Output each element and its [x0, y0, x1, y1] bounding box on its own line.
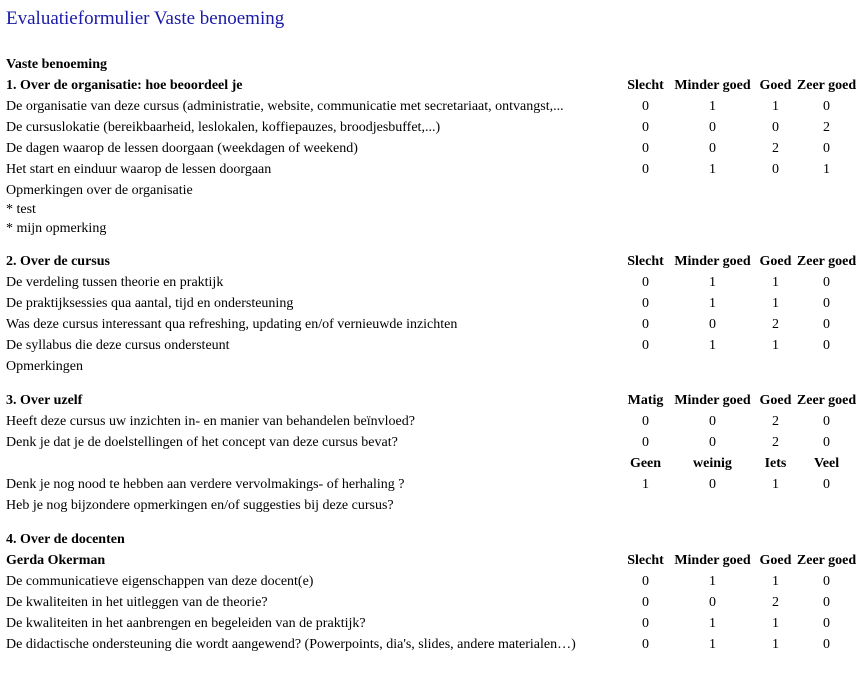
- closing-question: Heb je nog bijzondere opmerkingen en/of suggesties bij deze cursus?: [6, 498, 394, 513]
- page-title: Evaluatieformulier Vaste benoeming: [6, 8, 285, 29]
- remarks-row: [6, 180, 859, 238]
- remarks-row: [6, 356, 859, 377]
- count-cell: 1: [772, 338, 779, 353]
- count-cell: 2: [823, 120, 831, 135]
- header-zeer-goed: Zeer goed: [796, 254, 857, 269]
- count-cell: 2: [772, 317, 779, 332]
- question: De verdeling tussen theorie en praktijk: [6, 275, 224, 290]
- remark-item: * mijn opmerking: [6, 221, 107, 236]
- count-cell: 0: [823, 477, 831, 492]
- count-cell: 0: [823, 637, 831, 652]
- table-row: [6, 432, 859, 453]
- count-cell: 0: [772, 162, 779, 177]
- header-zeer-goed: Zeer goed: [796, 393, 857, 408]
- count-cell: 0: [709, 120, 716, 135]
- count-cell: 0: [642, 162, 649, 177]
- header-matig: Matig: [627, 393, 664, 408]
- form-name: Vaste benoeming: [6, 57, 107, 72]
- section2-title: 2. Over de cursus: [6, 254, 110, 269]
- count-cell: 1: [772, 477, 779, 492]
- question: Denk je dat je de doelstellingen of het concept van deze cursus bevat?: [6, 435, 398, 450]
- section3-title: 3. Over uzelf: [6, 393, 83, 408]
- table-row: [6, 335, 859, 356]
- count-cell: 0: [823, 296, 831, 311]
- count-cell: 0: [709, 141, 716, 156]
- table-row: [6, 474, 859, 495]
- remarks-label: Opmerkingen over de organisatie: [6, 183, 193, 198]
- count-cell: 0: [823, 338, 831, 353]
- question: De dagen waarop de lessen doorgaan (weekdagen of weekend): [6, 141, 358, 156]
- count-cell: 0: [709, 317, 716, 332]
- count-cell: 0: [642, 141, 649, 156]
- header-slecht: Slecht: [627, 553, 664, 568]
- count-cell: 1: [772, 296, 779, 311]
- header-zeer-goed: Zeer goed: [796, 78, 857, 93]
- closing-question-row: [6, 495, 859, 516]
- count-cell: 1: [709, 296, 716, 311]
- count-cell: 1: [709, 574, 716, 589]
- header-geen: Geen: [629, 456, 662, 471]
- count-cell: 0: [709, 435, 716, 450]
- count-cell: 0: [642, 99, 649, 114]
- question: De didactische ondersteuning die wordt aangewend? (Powerpoints, dia's, slides, andere materialen…): [6, 637, 576, 652]
- question: De praktijksessies qua aantal, tijd en ondersteuning: [6, 296, 294, 311]
- count-cell: 2: [772, 141, 779, 156]
- count-cell: 0: [709, 477, 716, 492]
- count-cell: 0: [642, 574, 649, 589]
- count-cell: 1: [772, 99, 779, 114]
- question: Denk je nog nood te hebben aan verdere vervolmakings- of herhaling ?: [6, 477, 405, 492]
- section3-header-row: [6, 390, 859, 411]
- count-cell: 1: [772, 574, 779, 589]
- count-cell: 0: [709, 595, 716, 610]
- count-cell: 0: [642, 338, 649, 353]
- section4-title: 4. Over de docenten: [6, 532, 125, 547]
- count-cell: 2: [772, 414, 779, 429]
- count-cell: 0: [823, 275, 831, 290]
- teacher-name: Gerda Okerman: [6, 553, 106, 568]
- remarks-label: Opmerkingen: [6, 359, 83, 374]
- header-minder-goed: Minder goed: [674, 254, 751, 269]
- spacer: [6, 238, 859, 251]
- header-zeer-goed: Zeer goed: [796, 553, 857, 568]
- section2-header-row: [6, 251, 859, 272]
- count-cell: 1: [709, 99, 716, 114]
- table-row: [6, 272, 859, 293]
- count-cell: 2: [772, 595, 779, 610]
- section1-title: 1. Over de organisatie: hoe beoordeel je: [6, 78, 243, 93]
- count-cell: 0: [823, 414, 831, 429]
- count-cell: 0: [823, 317, 831, 332]
- header-minder-goed: Minder goed: [674, 393, 751, 408]
- count-cell: 0: [772, 120, 779, 135]
- header-slecht: Slecht: [627, 78, 664, 93]
- table-row: [6, 634, 859, 655]
- question: De cursuslokatie (bereikbaarheid, leslokalen, koffiepauzes, broodjesbuffet,...): [6, 120, 441, 135]
- question: De organisatie van deze cursus (administratie, website, communicatie met secretariaat, ontvangst,...: [6, 99, 564, 114]
- question: De communicatieve eigenschappen van deze docent(e): [6, 574, 314, 589]
- count-cell: 0: [642, 317, 649, 332]
- count-cell: 1: [709, 637, 716, 652]
- count-cell: 0: [642, 275, 649, 290]
- count-cell: 1: [709, 162, 716, 177]
- header-goed: Goed: [759, 553, 792, 568]
- table-row: [6, 411, 859, 432]
- count-cell: 0: [642, 296, 649, 311]
- header-goed: Goed: [759, 254, 792, 269]
- count-cell: 0: [823, 435, 831, 450]
- table-row: [6, 314, 859, 335]
- count-cell: 1: [642, 477, 649, 492]
- question: Was deze cursus interessant qua refreshing, updating en/of vernieuwde inzichten: [6, 317, 458, 332]
- count-cell: 0: [709, 414, 716, 429]
- count-cell: 1: [772, 275, 779, 290]
- section1-header-row: [6, 75, 859, 96]
- table-row: [6, 571, 859, 592]
- remarks-block: [6, 180, 859, 238]
- count-cell: 0: [642, 120, 649, 135]
- count-cell: 0: [823, 99, 831, 114]
- count-cell: 0: [823, 595, 831, 610]
- count-cell: 0: [823, 141, 831, 156]
- count-cell: 0: [642, 595, 649, 610]
- count-cell: 0: [823, 574, 831, 589]
- header-weinig: weinig: [693, 456, 732, 471]
- amount-header-row: [6, 453, 859, 474]
- question: Heeft deze cursus uw inzichten in- en manier van behandelen beïnvloed?: [6, 414, 415, 429]
- count-cell: 1: [709, 338, 716, 353]
- count-cell: 1: [823, 162, 831, 177]
- header-goed: Goed: [759, 78, 792, 93]
- header-minder-goed: Minder goed: [674, 553, 751, 568]
- count-cell: 0: [642, 414, 649, 429]
- header-slecht: Slecht: [627, 254, 664, 269]
- spacer: [6, 377, 859, 390]
- count-cell: 0: [823, 616, 831, 631]
- section4-title-row: [6, 529, 859, 550]
- table-row: [6, 159, 859, 180]
- remark-item: * test: [6, 202, 36, 217]
- evaluation-table: [6, 54, 859, 655]
- question: De kwaliteiten in het uitleggen van de theorie?: [6, 595, 268, 610]
- count-cell: 2: [772, 435, 779, 450]
- table-row: [6, 138, 859, 159]
- header-minder-goed: Minder goed: [674, 78, 751, 93]
- table-row: [6, 96, 859, 117]
- table-row: [6, 293, 859, 314]
- question: Het start en einduur waarop de lessen doorgaan: [6, 162, 272, 177]
- count-cell: 1: [709, 275, 716, 290]
- count-cell: 1: [709, 616, 716, 631]
- table-row: [6, 613, 859, 634]
- table-row: [6, 117, 859, 138]
- spacer: [6, 516, 859, 529]
- question: De syllabus die deze cursus ondersteunt: [6, 338, 230, 353]
- header-iets: Iets: [764, 456, 787, 471]
- header-goed: Goed: [759, 393, 792, 408]
- count-cell: 0: [642, 435, 649, 450]
- count-cell: 1: [772, 616, 779, 631]
- question: De kwaliteiten in het aanbrengen en begeleiden van de praktijk?: [6, 616, 366, 631]
- count-cell: 0: [642, 616, 649, 631]
- count-cell: 1: [772, 637, 779, 652]
- count-cell: 0: [642, 637, 649, 652]
- teacher-header-row: [6, 550, 859, 571]
- table-row: [6, 592, 859, 613]
- form-name-row: [6, 54, 859, 75]
- header-veel: Veel: [813, 456, 840, 471]
